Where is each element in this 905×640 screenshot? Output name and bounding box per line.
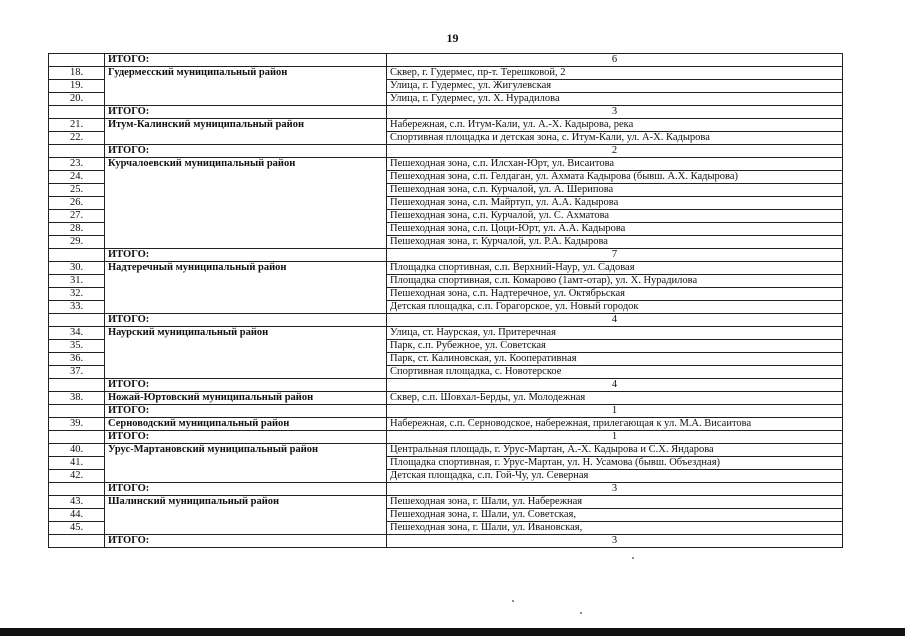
table-row xyxy=(49,119,843,132)
district-name: Урус-Мартановский муниципальный район xyxy=(105,444,387,483)
row-number: 41. xyxy=(49,457,105,470)
object-description: Улица, г. Гудермес, ул. Х. Нурадилова xyxy=(387,93,843,106)
total-num-cell xyxy=(49,145,105,158)
total-row xyxy=(49,106,843,119)
total-label: ИТОГО: xyxy=(105,145,387,158)
district-name: Итум-Калинский муниципальный район xyxy=(105,119,387,145)
total-num-cell xyxy=(49,54,105,67)
total-label: ИТОГО: xyxy=(105,314,387,327)
table-row xyxy=(49,496,843,509)
total-value: 6 xyxy=(387,54,843,67)
total-row xyxy=(49,249,843,262)
row-number: 29. xyxy=(49,236,105,249)
total-num-cell xyxy=(49,431,105,444)
row-number: 42. xyxy=(49,470,105,483)
total-value: 1 xyxy=(387,431,843,444)
object-description: Набережная, с.п. Серноводское, набережная, прилегающая к ул. М.А. Висаитова xyxy=(387,418,843,431)
total-num-cell xyxy=(49,249,105,262)
object-description: Пешеходная зона, г. Шали, ул. Набережная xyxy=(387,496,843,509)
row-number: 38. xyxy=(49,392,105,405)
object-description: Пешеходная зона, г. Шали, ул. Советская, xyxy=(387,509,843,522)
row-number: 23. xyxy=(49,158,105,171)
scan-speck xyxy=(580,612,582,614)
object-description: Парк, ст. Калиновская, ул. Кооперативная xyxy=(387,353,843,366)
district-name: Курчалоевский муниципальный район xyxy=(105,158,387,249)
total-label: ИТОГО: xyxy=(105,54,387,67)
row-number: 37. xyxy=(49,366,105,379)
object-description: Площадка спортивная, с.п. Верхний-Наур, ул. Садовая xyxy=(387,262,843,275)
row-number: 39. xyxy=(49,418,105,431)
row-number: 28. xyxy=(49,223,105,236)
row-number: 26. xyxy=(49,197,105,210)
total-row xyxy=(49,535,843,548)
object-description: Сквер, с.п. Шовхал-Берды, ул. Молодежная xyxy=(387,392,843,405)
total-num-cell xyxy=(49,379,105,392)
total-label: ИТОГО: xyxy=(105,405,387,418)
row-number: 24. xyxy=(49,171,105,184)
scan-bottom-edge xyxy=(0,628,905,636)
object-description: Улица, г. Гудермес, ул. Жигулевская xyxy=(387,80,843,93)
table-row xyxy=(49,158,843,171)
object-description: Набережная, с.п. Итум-Кали, ул. А.-Х. Кадырова, река xyxy=(387,119,843,132)
total-row xyxy=(49,379,843,392)
row-number: 31. xyxy=(49,275,105,288)
total-num-cell xyxy=(49,314,105,327)
row-number: 43. xyxy=(49,496,105,509)
total-value: 2 xyxy=(387,145,843,158)
object-description: Пешеходная зона, с.п. Гелдаган, ул. Ахмата Кадырова (бывш. А.Х. Кадырова) xyxy=(387,171,843,184)
total-row xyxy=(49,431,843,444)
total-num-cell xyxy=(49,405,105,418)
row-number: 22. xyxy=(49,132,105,145)
row-number: 36. xyxy=(49,353,105,366)
total-value: 7 xyxy=(387,249,843,262)
total-row xyxy=(49,405,843,418)
object-description: Улица, ст. Наурская, ул. Притеречная xyxy=(387,327,843,340)
page-number: 19 xyxy=(446,31,459,45)
district-name: Шалинский муниципальный район xyxy=(105,496,387,535)
object-description: Детская площадка, с.п. Гой-Чу, ул. Северная xyxy=(387,470,843,483)
improvement-objects-table xyxy=(48,53,843,548)
row-number: 45. xyxy=(49,522,105,535)
object-description: Площадка спортивная, с.п. Комарово (1амт-отар), ул. Х. Нурадилова xyxy=(387,275,843,288)
row-number: 21. xyxy=(49,119,105,132)
total-row xyxy=(49,314,843,327)
district-name: Ножай-Юртовский муниципальный район xyxy=(105,392,387,405)
district-name: Наурский муниципальный район xyxy=(105,327,387,379)
row-number: 25. xyxy=(49,184,105,197)
row-number: 20. xyxy=(49,93,105,106)
total-num-cell xyxy=(49,535,105,548)
object-description: Пешеходная зона, с.п. Илсхан-Юрт, ул. Висаитова xyxy=(387,158,843,171)
total-row xyxy=(49,54,843,67)
row-number: 35. xyxy=(49,340,105,353)
object-description: Пешеходная зона, с.п. Цоци-Юрт, ул. А.А. Кадырова xyxy=(387,223,843,236)
total-label: ИТОГО: xyxy=(105,249,387,262)
object-description: Площадка спортивная, г. Урус-Мартан, ул. Н. Усамова (бывш. Объездная) xyxy=(387,457,843,470)
table-row xyxy=(49,327,843,340)
object-description: Пешеходная зона, с.п. Майртуп, ул. А.А. Кадырова xyxy=(387,197,843,210)
total-value: 3 xyxy=(387,535,843,548)
total-row xyxy=(49,483,843,496)
scan-speck xyxy=(632,557,634,559)
table-row xyxy=(49,418,843,431)
object-description: Пешеходная зона, г. Шали, ул. Ивановская, xyxy=(387,522,843,535)
row-number: 18. xyxy=(49,67,105,80)
district-name: Надтеречный муниципальный район xyxy=(105,262,387,314)
object-description: Спортивная площадка и детская зона, с. Итум-Кали, ул. А-Х. Кадырова xyxy=(387,132,843,145)
total-num-cell xyxy=(49,483,105,496)
row-number: 30. xyxy=(49,262,105,275)
total-label: ИТОГО: xyxy=(105,483,387,496)
total-row xyxy=(49,145,843,158)
total-label: ИТОГО: xyxy=(105,431,387,444)
object-description: Детская площадка, с.п. Горагорское, ул. Новый городок xyxy=(387,301,843,314)
total-label: ИТОГО: xyxy=(105,106,387,119)
total-value: 4 xyxy=(387,379,843,392)
row-number: 32. xyxy=(49,288,105,301)
object-description: Центральная площадь, г. Урус-Мартан, А.-Х. Кадырова и С.Х. Яндарова xyxy=(387,444,843,457)
district-name: Серноводский муниципальный район xyxy=(105,418,387,431)
total-value: 3 xyxy=(387,483,843,496)
row-number: 27. xyxy=(49,210,105,223)
total-label: ИТОГО: xyxy=(105,535,387,548)
district-name: Гудермесский муниципальный район xyxy=(105,67,387,106)
object-description: Пешеходная зона, с.п. Курчалой, ул. А. Шерипова xyxy=(387,184,843,197)
table-row xyxy=(49,67,843,80)
table-body xyxy=(49,54,843,548)
object-description: Пешеходная зона, с.п. Надтеречное, ул. Октябрьская xyxy=(387,288,843,301)
table-row xyxy=(49,392,843,405)
object-description: Спортивная площадка, с. Новотерское xyxy=(387,366,843,379)
object-description: Парк, с.п. Рубежное, ул. Советская xyxy=(387,340,843,353)
row-number: 19. xyxy=(49,80,105,93)
total-value: 4 xyxy=(387,314,843,327)
table-row xyxy=(49,444,843,457)
total-value: 1 xyxy=(387,405,843,418)
row-number: 40. xyxy=(49,444,105,457)
row-number: 33. xyxy=(49,301,105,314)
total-label: ИТОГО: xyxy=(105,379,387,392)
total-num-cell xyxy=(49,106,105,119)
row-number: 34. xyxy=(49,327,105,340)
total-value: 3 xyxy=(387,106,843,119)
object-description: Пешеходная зона, г. Курчалой, ул. Р.А. Кадырова xyxy=(387,236,843,249)
object-description: Сквер, г. Гудермес, пр-т. Терешковой, 2 xyxy=(387,67,843,80)
table-row xyxy=(49,262,843,275)
row-number: 44. xyxy=(49,509,105,522)
scan-speck xyxy=(512,600,514,602)
object-description: Пешеходная зона, с.п. Курчалой, ул. С. Ахматова xyxy=(387,210,843,223)
